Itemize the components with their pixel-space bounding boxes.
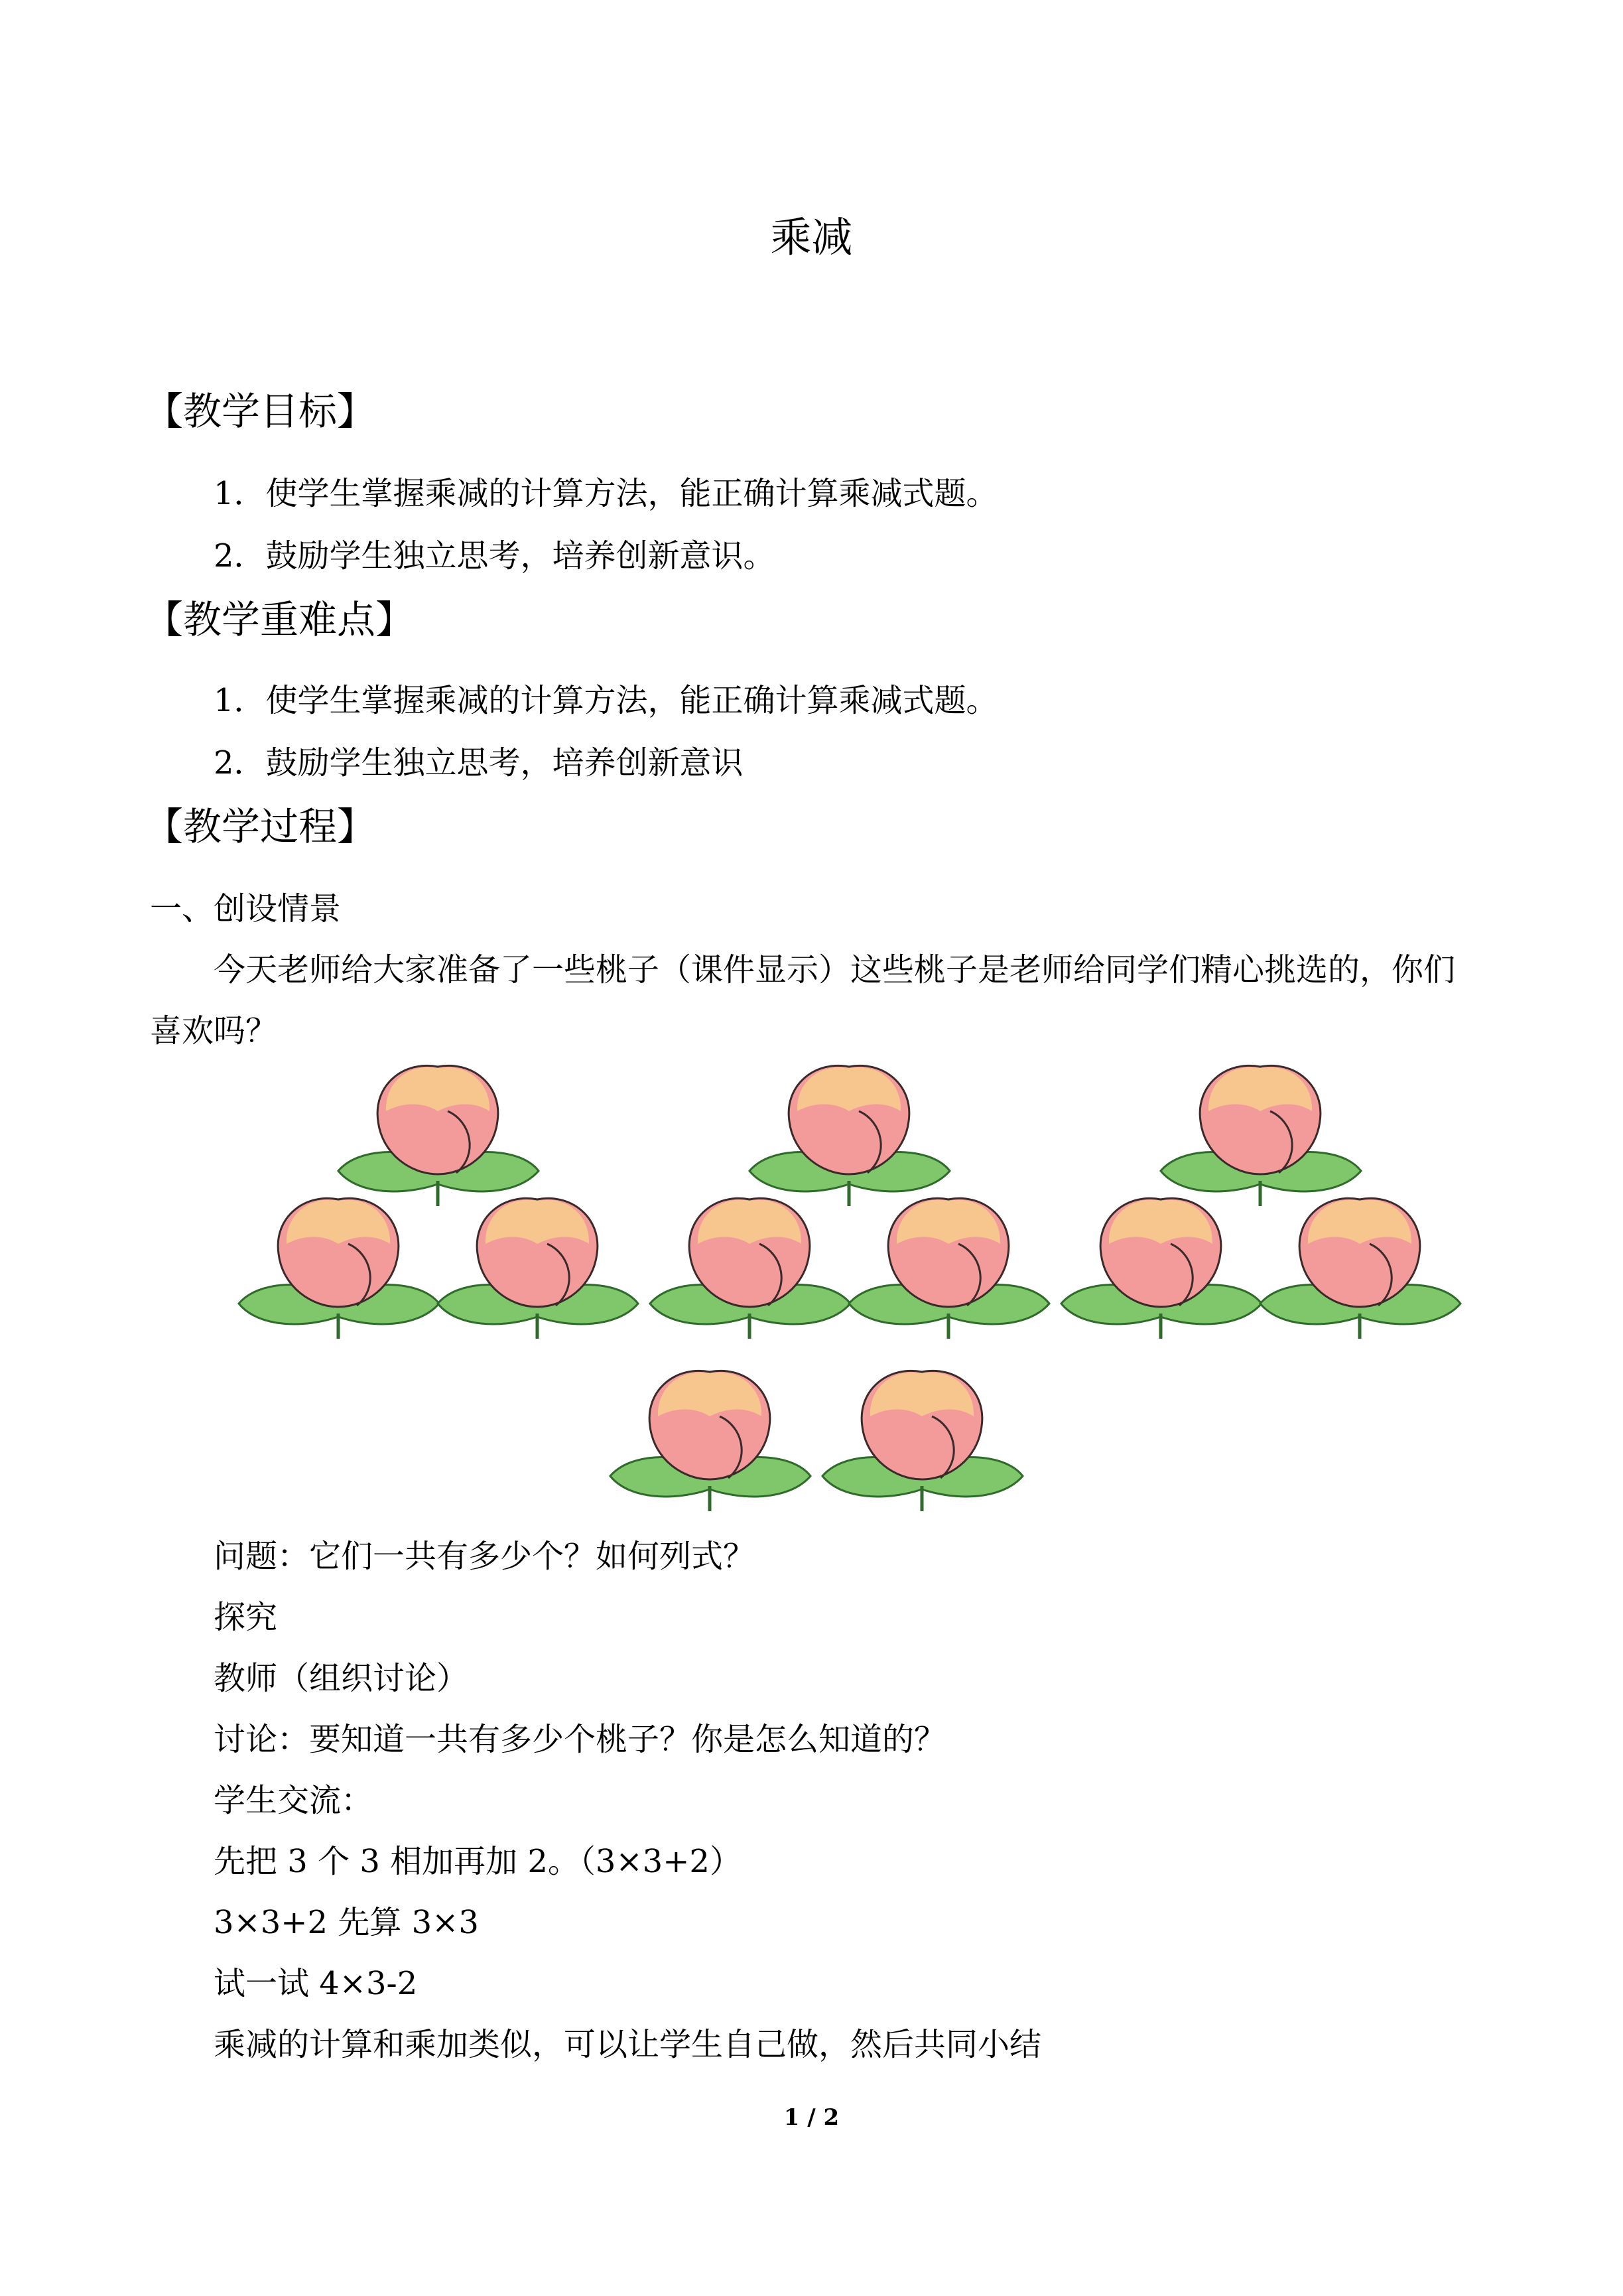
body-line-3: 教师（组织讨论） xyxy=(214,1660,469,1697)
page-title: 乘减 xyxy=(770,213,853,261)
peach-icon xyxy=(431,1181,643,1347)
body-line-5: 学生交流： xyxy=(214,1782,373,1819)
process-subheading: 一、创设情景 xyxy=(150,890,342,927)
goals-item-2: 2．鼓励学生独立思考，培养创新意识。 xyxy=(214,537,775,574)
peach-icon xyxy=(232,1181,444,1347)
body-line-6: 先把 3 个 3 相加再加 2。（3×3+2） xyxy=(214,1843,742,1880)
peach-icon xyxy=(1055,1181,1267,1347)
intro-line-2: 喜欢吗？ xyxy=(150,1012,278,1049)
body-line-8: 试一试 4×3-2 xyxy=(214,1965,418,2002)
key-points-heading: 【教学重难点】 xyxy=(145,597,415,642)
page-number: 1 / 2 xyxy=(783,2104,840,2131)
intro-line-1: 今天老师给大家准备了一些桃子（课件显示）这些桃子是老师给同学们精心挑选的，你们 xyxy=(214,951,1456,988)
body-line-7: 3×3+2 先算 3×3 xyxy=(214,1904,479,1941)
body-line-1: 问题：它们一共有多少个？如何列式？ xyxy=(214,1538,755,1575)
key-points-item-1: 1．使学生掌握乘减的计算方法，能正确计算乘减式题。 xyxy=(214,682,998,719)
peach-icon xyxy=(842,1181,1055,1347)
body-line-2: 探究 xyxy=(214,1599,278,1636)
body-line-4: 讨论：要知道一共有多少个桃子？你是怎么知道的？ xyxy=(214,1721,946,1758)
goals-item-1: 1．使学生掌握乘减的计算方法，能正确计算乘减式题。 xyxy=(214,475,998,512)
goals-heading: 【教学目标】 xyxy=(145,389,376,434)
peach-icon xyxy=(816,1353,1028,1519)
body-line-9: 乘减的计算和乘加类似，可以让学生自己做，然后共同小结 xyxy=(214,2026,1042,2063)
process-heading: 【教学过程】 xyxy=(145,804,376,849)
peach-icon xyxy=(604,1353,816,1519)
peach-icon xyxy=(643,1181,856,1347)
key-points-item-2: 2．鼓励学生独立思考，培养创新意识 xyxy=(214,744,744,781)
peach-icon xyxy=(1254,1181,1466,1347)
